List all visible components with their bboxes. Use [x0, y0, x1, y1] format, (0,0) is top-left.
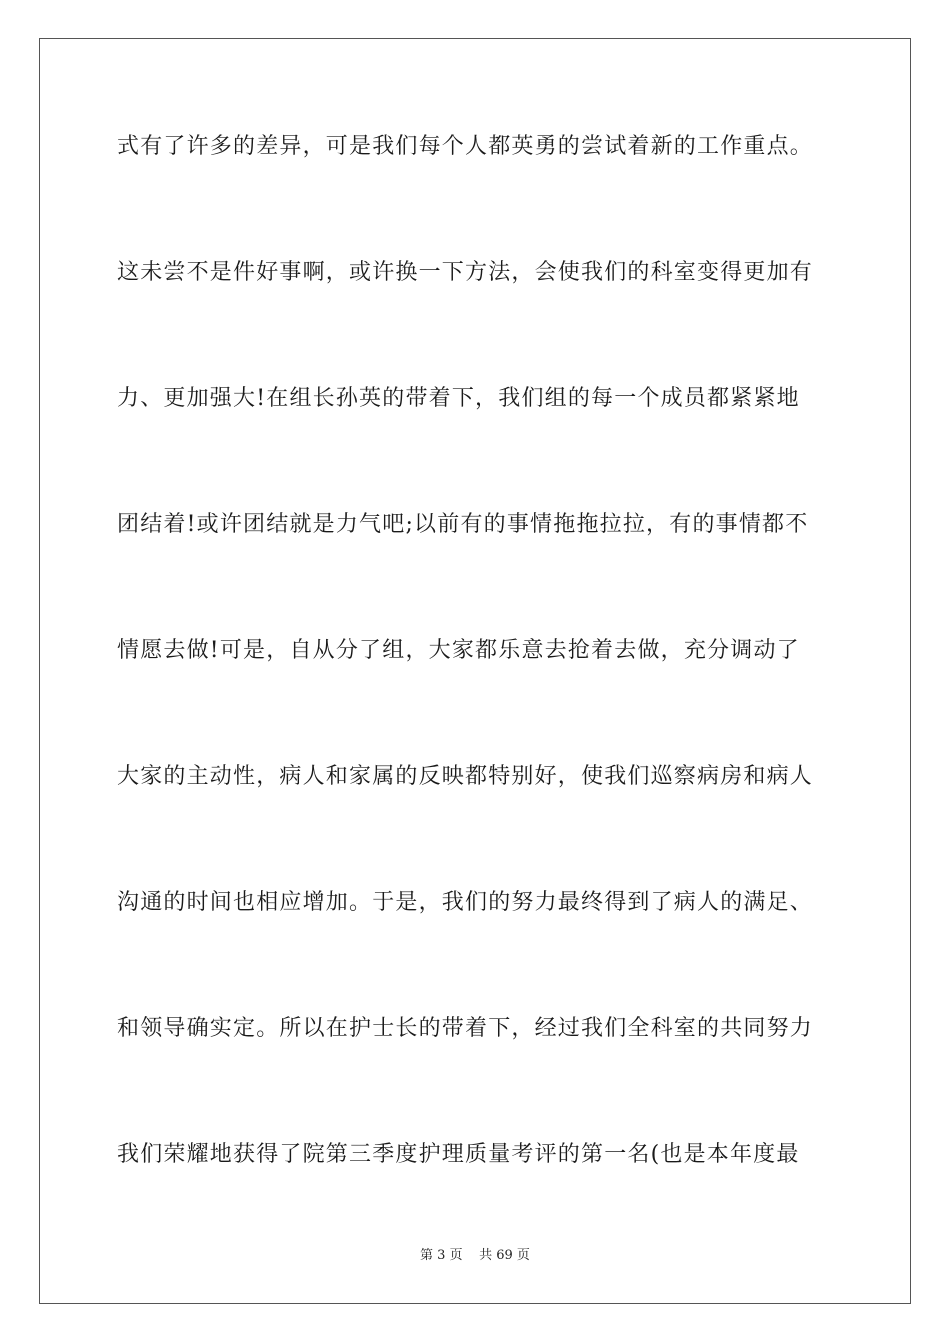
text-line: 团结着!或许团结就是力气吧;以前有的事情拖拖拉拉，有的事情都不	[117, 512, 809, 537]
text-line: 和领导确实定。所以在护士长的带着下，经过我们全科室的共同努力	[117, 1016, 814, 1041]
text-line: 力、更加强大!在组长孙英的带着下，我们组的每一个成员都紧紧地	[117, 386, 800, 411]
text-line: 我们荣耀地获得了院第三季度护理质量考评的第一名(也是本年度最	[117, 1142, 800, 1167]
page-total: 共 69 页	[479, 1248, 530, 1263]
text-line: 情愿去做!可是，自从分了组，大家都乐意去抢着去做，充分调动了	[117, 638, 800, 663]
text-line: 沟通的时间也相应增加。于是，我们的努力最终得到了病人的满足、	[117, 890, 814, 915]
text-line: 大家的主动性，病人和家属的反映都特别好，使我们巡察病房和病人	[117, 764, 814, 789]
text-line: 式有了许多的差异，可是我们每个人都英勇的尝试着新的工作重点。	[117, 134, 814, 159]
text-line: 这未尝不是件好事啊，或许换一下方法，会使我们的科室变得更加有	[117, 260, 814, 285]
page-frame	[39, 38, 911, 1304]
page-footer	[0, 1247, 950, 1265]
page-number: 第 3 页	[420, 1248, 463, 1263]
